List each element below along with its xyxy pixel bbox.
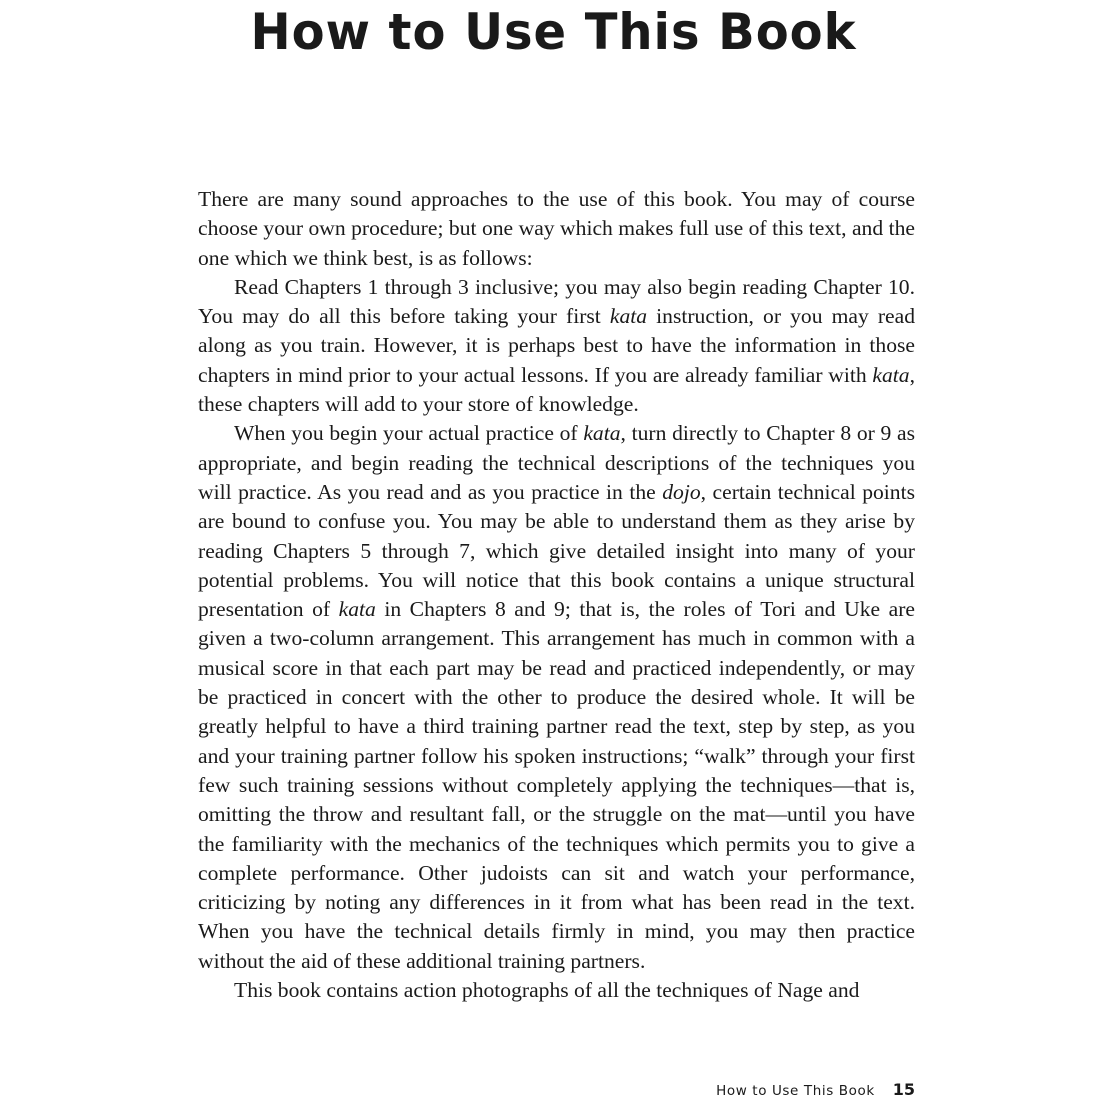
text-segment: instruction, or you may read along as you train. However, it is perhaps best to have the information in those chapters in mind prior to your actual lessons. If you are already familiar with	[198, 304, 916, 387]
paragraph-3	[198, 419, 915, 976]
page-title: How to Use This Book	[250, 3, 857, 61]
text-segment: , these chapters will add to your store of knowledge.	[198, 362, 915, 417]
body-text	[198, 185, 915, 1005]
paragraph-1	[198, 185, 915, 273]
page-footer	[716, 1080, 915, 1099]
paragraph-2	[198, 273, 915, 419]
text-segment: There are many sound approaches to the use of this book. You may of course choose your own procedure; but one way which makes full use of this text, and the one which we think best, is as follows:	[198, 187, 915, 270]
text-segment: , turn directly to Chapter 8 or 9 as appropriate, and begin reading the technical descriptions of the techniques you will practice. As you read and as you practice in the	[198, 421, 916, 504]
italic-term: dojo	[662, 479, 701, 504]
text-segment: When you begin your actual practice of	[234, 421, 584, 446]
italic-term: kata	[583, 421, 621, 446]
text-segment: This book contains action photographs of all the techniques of Nage and	[234, 978, 860, 1003]
italic-term: kata	[609, 304, 648, 329]
italic-term: kata	[338, 597, 376, 622]
italic-term: kata	[872, 362, 910, 387]
paragraph-4	[198, 976, 915, 1005]
text-segment: in Chapters 8 and 9; that is, the roles of Tori and Uke are given a two-column arrangement. This arrangement has much in common with a musical score in that each part may be read and practiced independently, or may be practiced in concert with the other to produce the desired whole. It will be greatly helpful to have a third training partner read the text, step by step, as you and your training partner follow his spoken instructions; “walk” through your first few such training sessions without completely applying the techniques—that is, omitting the throw and resultant fall, or the struggle on the mat—until you have the familiarity with the mechanics of the techniques which permits you to give a complete performance. Other judoists can sit and watch your performance, criticizing by noting any differences in it from what has been read in the text. When you have the technical details firmly in mind, you may then practice without the aid of these additional training partners.	[198, 597, 915, 973]
text-segment: , certain technical points are bound to confuse you. You may be able to understand them as they arise by reading Chapters 5 through 7, which give detailed insight into many of your potential problems. You will notice that this book contains a unique structural presentation of	[198, 479, 916, 622]
text-segment: Read Chapters 1 through 3 inclusive; you may also begin reading Chapter 10. You may do all this before taking your first	[198, 274, 915, 329]
page-number: 15	[892, 1080, 915, 1099]
running-head: How to Use This Book	[716, 1083, 875, 1099]
